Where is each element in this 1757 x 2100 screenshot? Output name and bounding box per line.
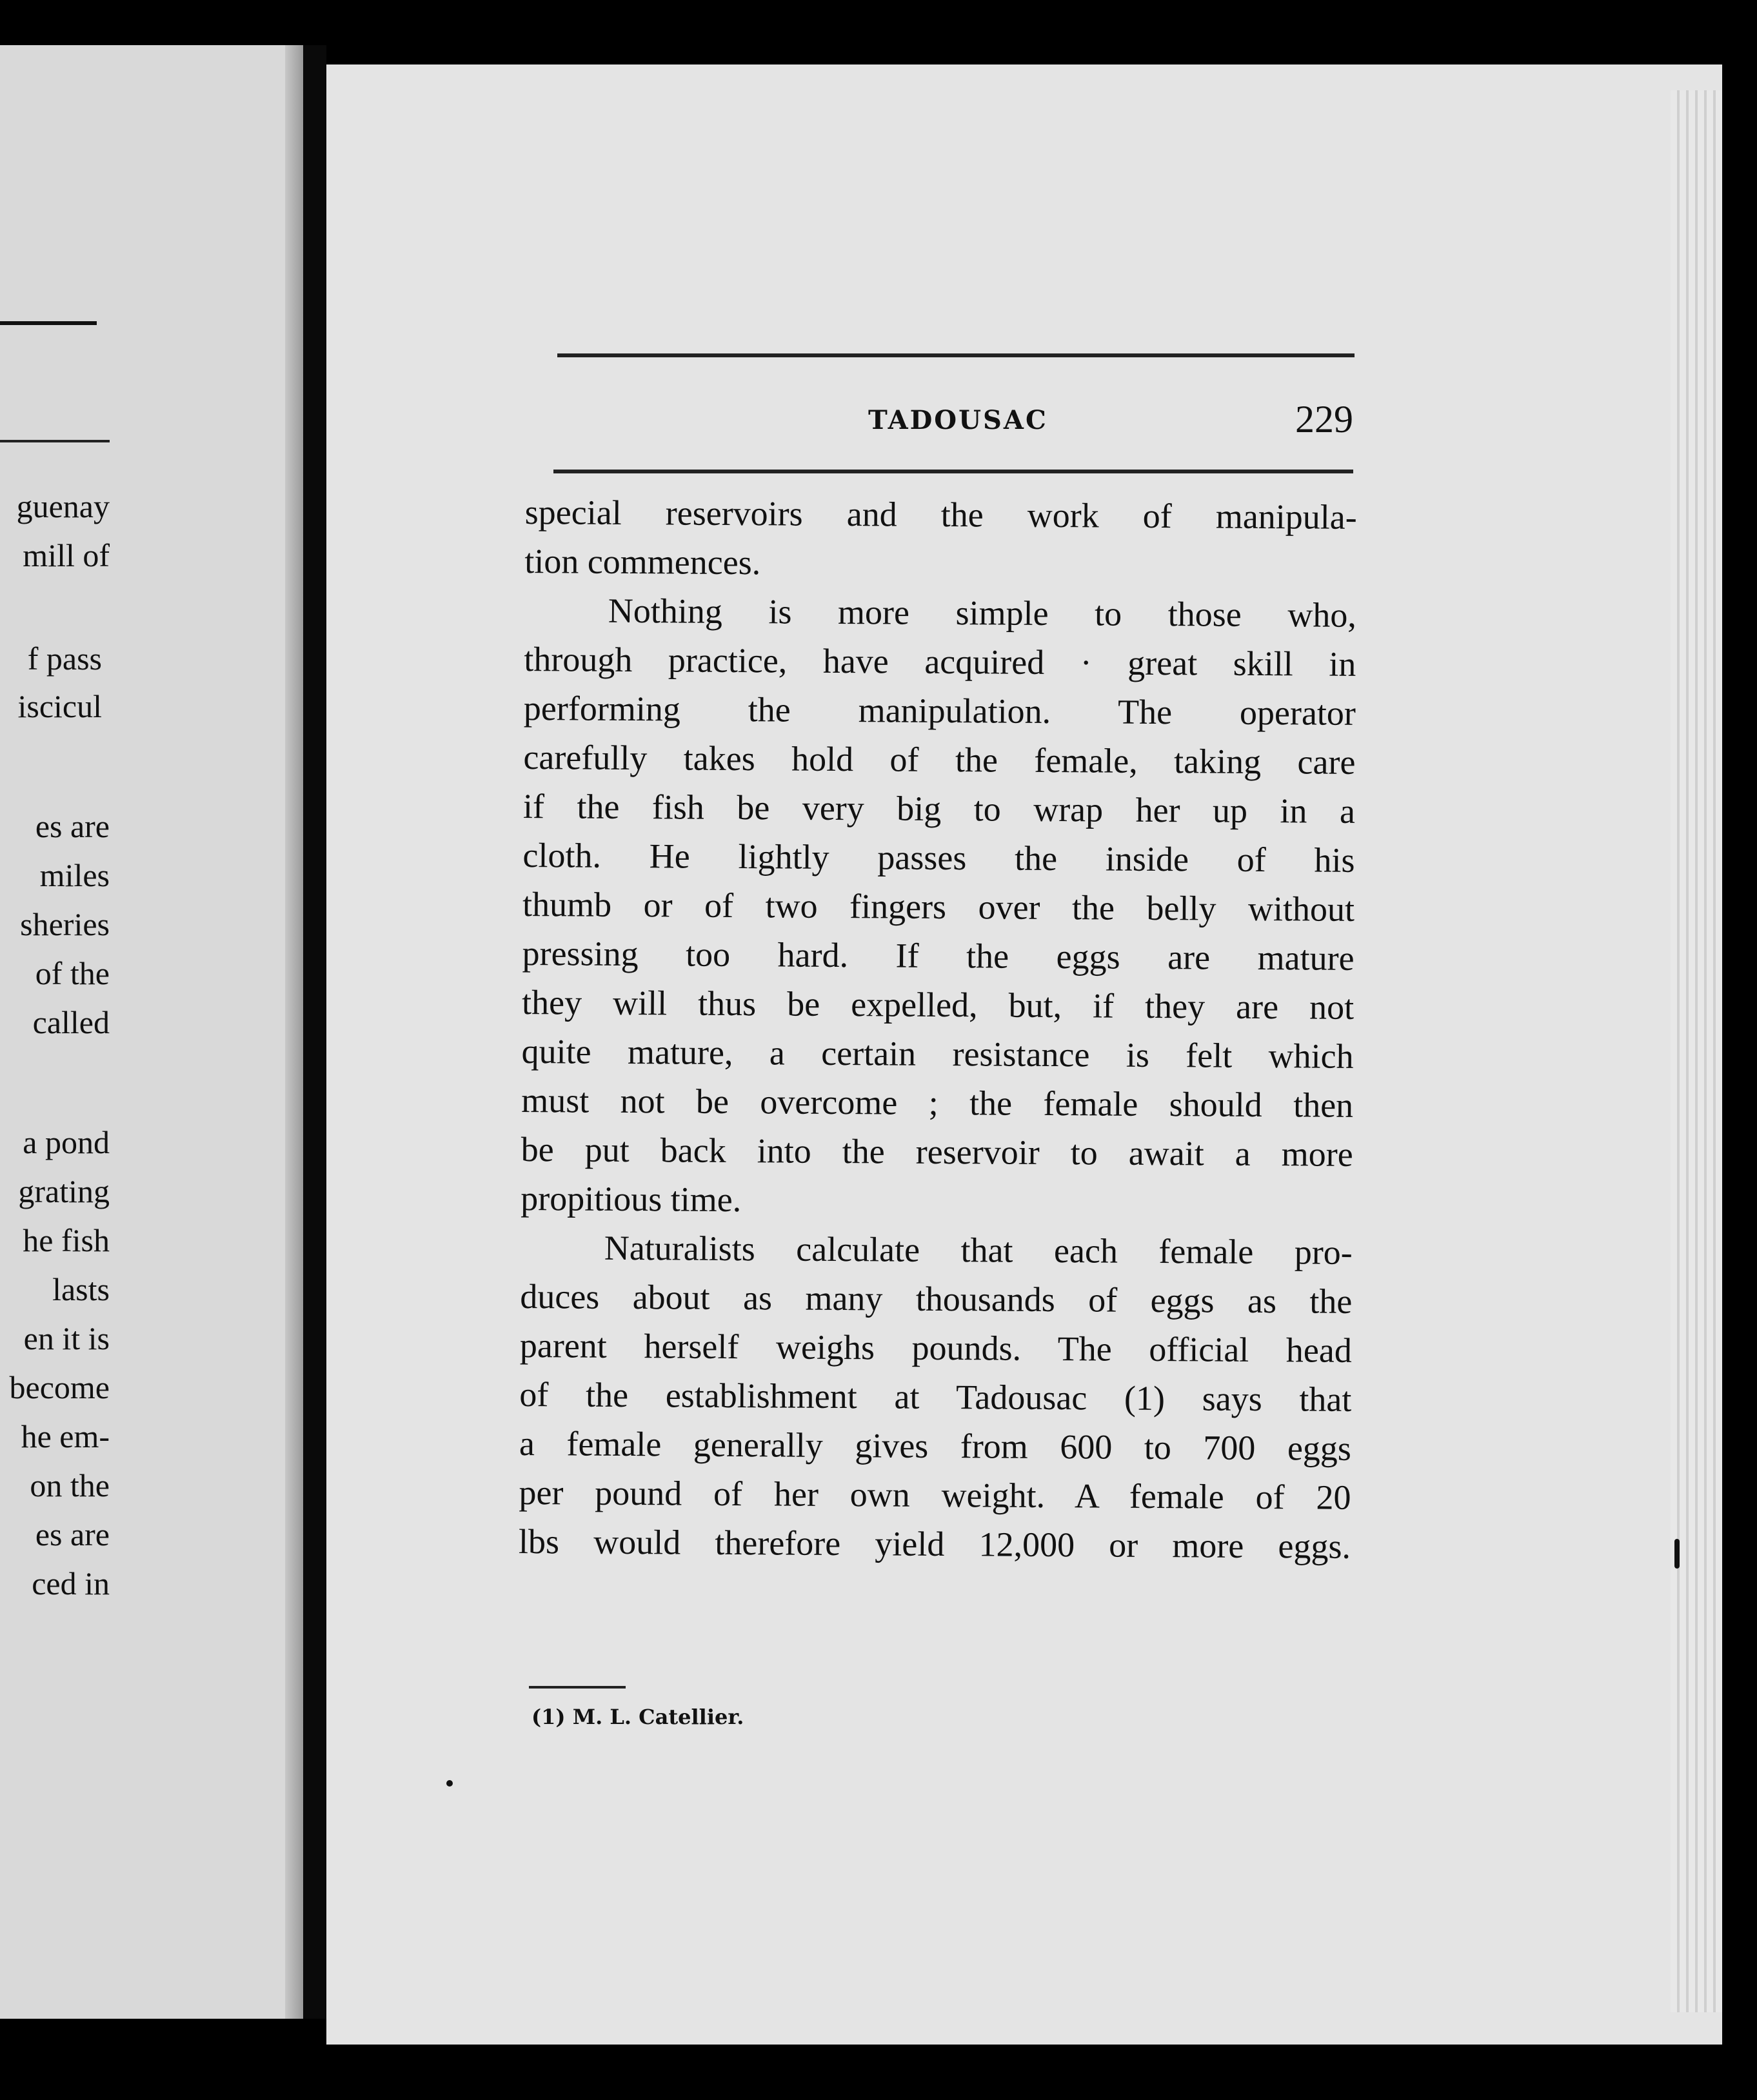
text-line: of the establishment at Tadousac (1) says that bbox=[519, 1374, 1352, 1419]
text-line: be put back into the reservoir to await a more bbox=[521, 1129, 1353, 1174]
text-line: performing the manipulation. The operator bbox=[523, 688, 1356, 733]
previous-page-line: guenay bbox=[16, 488, 110, 524]
previous-page-line: on the bbox=[30, 1467, 110, 1503]
text-line: pressing too hard. If the eggs are mature bbox=[522, 933, 1355, 978]
previous-page-header-rule-lower bbox=[0, 440, 110, 442]
footnote: (1) M. L. Catellier. bbox=[531, 1705, 744, 1729]
previous-page-line: es are bbox=[35, 1516, 110, 1552]
text-line: carefully takes hold of the female, taking care bbox=[523, 737, 1356, 782]
previous-page-line: mill of bbox=[23, 537, 110, 573]
text-line: if the fish be very big to wrap her up in a bbox=[522, 786, 1356, 831]
header-rule-bottom bbox=[553, 470, 1353, 473]
previous-page-line: called bbox=[32, 1004, 110, 1040]
previous-page-line: grating bbox=[18, 1173, 110, 1209]
previous-page-line: ced in bbox=[32, 1565, 110, 1601]
previous-page-line: of the bbox=[35, 955, 110, 991]
previous-page-line: lasts bbox=[52, 1271, 110, 1307]
text-line: per pound of her own weight. A female of 20 bbox=[519, 1472, 1351, 1517]
text-line: parent herself weighs pounds. The official head bbox=[519, 1325, 1353, 1370]
scan-mark bbox=[1674, 1539, 1680, 1569]
page-stack-edges bbox=[1671, 90, 1722, 2012]
previous-page-line: iscicul bbox=[17, 688, 102, 724]
text-line: propitious time. bbox=[521, 1178, 742, 1220]
previous-page-line: es are bbox=[35, 808, 110, 844]
scan-speck bbox=[446, 1780, 453, 1787]
previous-page-line: a pond bbox=[23, 1124, 110, 1160]
previous-page-line: en it is bbox=[23, 1320, 110, 1356]
body-text bbox=[519, 488, 1357, 1571]
page-edge-shadow bbox=[285, 45, 303, 2019]
text-line: quite mature, a certain resistance is felt which bbox=[521, 1031, 1354, 1076]
text-line: thumb or of two fingers over the belly without bbox=[522, 884, 1355, 929]
previous-page-line: become bbox=[9, 1369, 110, 1405]
book-gutter bbox=[303, 45, 326, 2019]
previous-page-fragment bbox=[0, 45, 303, 2019]
text-line: tion commences. bbox=[524, 541, 761, 582]
running-head: TADOUSAC bbox=[868, 405, 1048, 435]
text-line: a female generally gives from 600 to 700 eggs bbox=[519, 1423, 1352, 1468]
book-page bbox=[326, 64, 1722, 2045]
text-line: lbs would therefore yield 12,000 or more eggs. bbox=[518, 1521, 1351, 1566]
header-rule-top bbox=[557, 353, 1355, 357]
text-line: Nothing is more simple to those who, bbox=[608, 591, 1356, 635]
text-line: special reservoirs and the work of manipula- bbox=[524, 492, 1357, 537]
text-line: cloth. He lightly passes the inside of his bbox=[522, 835, 1355, 880]
text-line: must not be overcome ; the female should then bbox=[521, 1080, 1354, 1125]
footnote-rule bbox=[529, 1686, 626, 1689]
text-line: Naturalists calculate that each female pro- bbox=[604, 1228, 1353, 1272]
text-line: they will thus be expelled, but, if they are not bbox=[521, 982, 1355, 1027]
page-number: 229 bbox=[1295, 398, 1353, 441]
previous-page-line: f pass bbox=[27, 640, 102, 677]
previous-page-line: he fish bbox=[23, 1222, 110, 1258]
previous-page-header-rule bbox=[0, 321, 97, 325]
previous-page-line: sheries bbox=[20, 906, 110, 942]
text-line: through practice, have acquired · great skill in bbox=[524, 639, 1356, 684]
previous-page-line: miles bbox=[39, 857, 110, 893]
text-line: duces about as many thousands of eggs as the bbox=[520, 1276, 1353, 1321]
previous-page-line: he em- bbox=[21, 1418, 110, 1454]
